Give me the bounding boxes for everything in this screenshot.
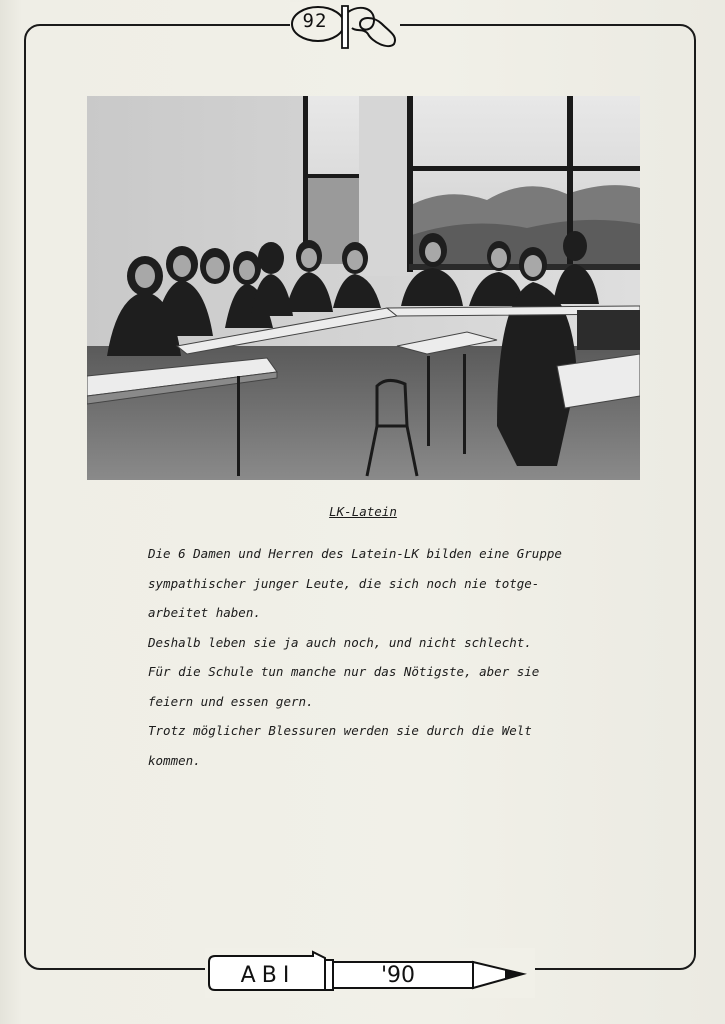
caption-title: LK-Latein [329,504,397,519]
caption-line: Die 6 Damen und Herren des Latein-LK bilden eine Gruppe [148,546,562,561]
footer-abi-label: ABI [240,963,296,988]
page-number: 92 [302,10,328,32]
class-photo-image [87,96,640,480]
caption-line: kommen. [148,752,201,768]
caption-line: arbeitet haben. [148,605,261,620]
caption-line: Trotz möglicher Blessuren werden sie durch die Welt [148,723,532,738]
caption-line: Für die Schule tun manche nur das Nötigste, aber sie [148,664,540,679]
caption-line: Deshalb leben sie ja auch noch, und nicht schlecht. [148,634,532,650]
caption-line: sympathischer junger Leute, die sich noch nie totge- [148,575,540,591]
footer-year-label: '90 [380,963,416,988]
caption-line: feiern und essen gern. [148,693,314,709]
caption-block [148,504,588,775]
class-photo [87,96,640,480]
